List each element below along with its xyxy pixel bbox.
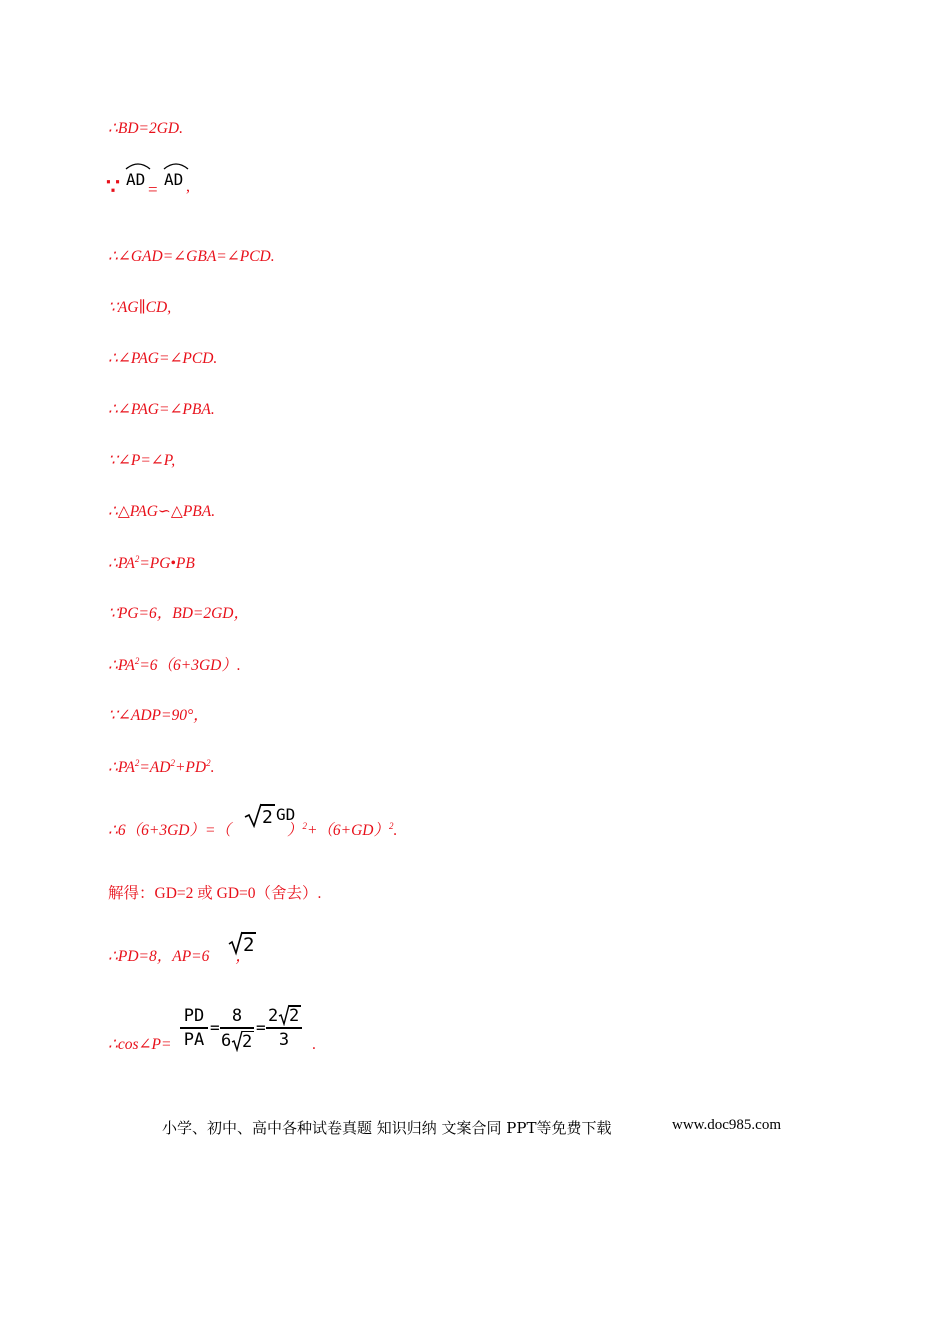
period: . [393, 822, 398, 839]
step-similar-triangles: ∴△PAG∽△PBA. [108, 503, 216, 520]
superscript-2: 2 [134, 656, 140, 666]
cos-fraction-chain [180, 1006, 320, 1056]
expr-label: =6（6+3GD）. [139, 657, 241, 674]
fraction-2sqrt2-3 [266, 1004, 302, 1050]
gd-text: GD [276, 805, 296, 824]
equals-1: = [210, 1018, 220, 1037]
equation-lhs: ∴6（6+3GD）=（ [108, 822, 231, 839]
radicand-2: 2 [262, 807, 273, 828]
superscript-2: 2 [134, 758, 140, 768]
close-paren: ） [286, 822, 303, 839]
equals-2: = [256, 1018, 266, 1037]
superscript-2: 2 [206, 758, 211, 768]
step-angle-pag-pcd: ∴∠PAG=∠PCD. [108, 350, 218, 367]
step-cos-p [108, 1037, 171, 1053]
because-symbol: ∵ [106, 174, 120, 199]
fraction-8-6sqrt2 [220, 1006, 254, 1052]
superscript-2: 2 [389, 821, 394, 831]
coefficient-2: 2 [268, 1006, 279, 1026]
arc-equality [106, 160, 226, 200]
ad-label: =AD [139, 759, 171, 776]
step-pythagoras [108, 759, 214, 776]
sqrt2-gd-formula [244, 802, 304, 828]
step-angle-p: ∵∠P=∠P, [108, 452, 176, 469]
comma: ， [235, 948, 251, 965]
step-pa-squared [108, 555, 195, 572]
step-given-pg: ∵PG=6，BD=2GD， [108, 605, 249, 622]
arc-comma: , [186, 178, 190, 195]
step-solution: 解得：GD=2 或 GD=0（舍去）. [108, 885, 322, 902]
arc-label-left: AD [126, 170, 146, 189]
superscript-2: 2 [134, 554, 140, 564]
denominator-3: 3 [278, 1029, 290, 1050]
numerator-pd: PD [183, 1006, 205, 1026]
pd-ap-label: ∴PD=8，AP=6 [108, 948, 210, 965]
pg-pb-label: =PG•PB [139, 555, 195, 572]
arc-mark-left [124, 160, 152, 170]
step-angle-gad: ∴∠GAD=∠GBA=∠PCD. [108, 248, 275, 265]
sqrt2-formula [228, 930, 258, 956]
period: . [210, 759, 215, 776]
numerator-8: 8 [231, 1006, 243, 1026]
step-ag-parallel-cd: ∵AG∥CD, [108, 299, 172, 316]
arc-equals: = [148, 180, 158, 199]
radicand-2: 2 [243, 934, 255, 956]
radicand-2: 2 [242, 1031, 253, 1052]
footer-text: 小学、初中、高中各种试卷真题 知识归纳 文案合同 PPT等免费下载 [162, 1119, 612, 1137]
radicand-2: 2 [289, 1006, 300, 1026]
pa-label: ∴PA [108, 555, 135, 572]
final-period: . [312, 1036, 316, 1053]
coefficient-6: 6 [221, 1030, 232, 1051]
fraction-pd-pa [180, 1006, 208, 1050]
arc-mark-right [162, 160, 190, 170]
step-pa-squared-expr [108, 657, 241, 674]
superscript-2: 2 [302, 821, 307, 831]
step-right-angle: ∵∠ADP=90°， [108, 707, 209, 724]
step-angle-pag-pba: ∴∠PAG=∠PBA. [108, 401, 215, 418]
equation-rhs: +（6+GD） [306, 822, 389, 839]
radical-sign-icon [244, 802, 264, 828]
superscript-2: 2 [170, 758, 175, 768]
footer-url[interactable]: www.doc985.com [672, 1117, 782, 1133]
step-bd-2gd: ∴BD=2GD. [108, 120, 183, 137]
pa-label: ∴PA [108, 759, 135, 776]
arc-label-right: AD [164, 170, 184, 189]
cos-p-label: ∴cos∠P= [108, 1036, 172, 1053]
radical-sign-icon [228, 930, 244, 956]
pd-label: +PD [174, 759, 207, 776]
denominator-pa: PA [183, 1029, 205, 1050]
pa-label: ∴PA [108, 657, 135, 674]
